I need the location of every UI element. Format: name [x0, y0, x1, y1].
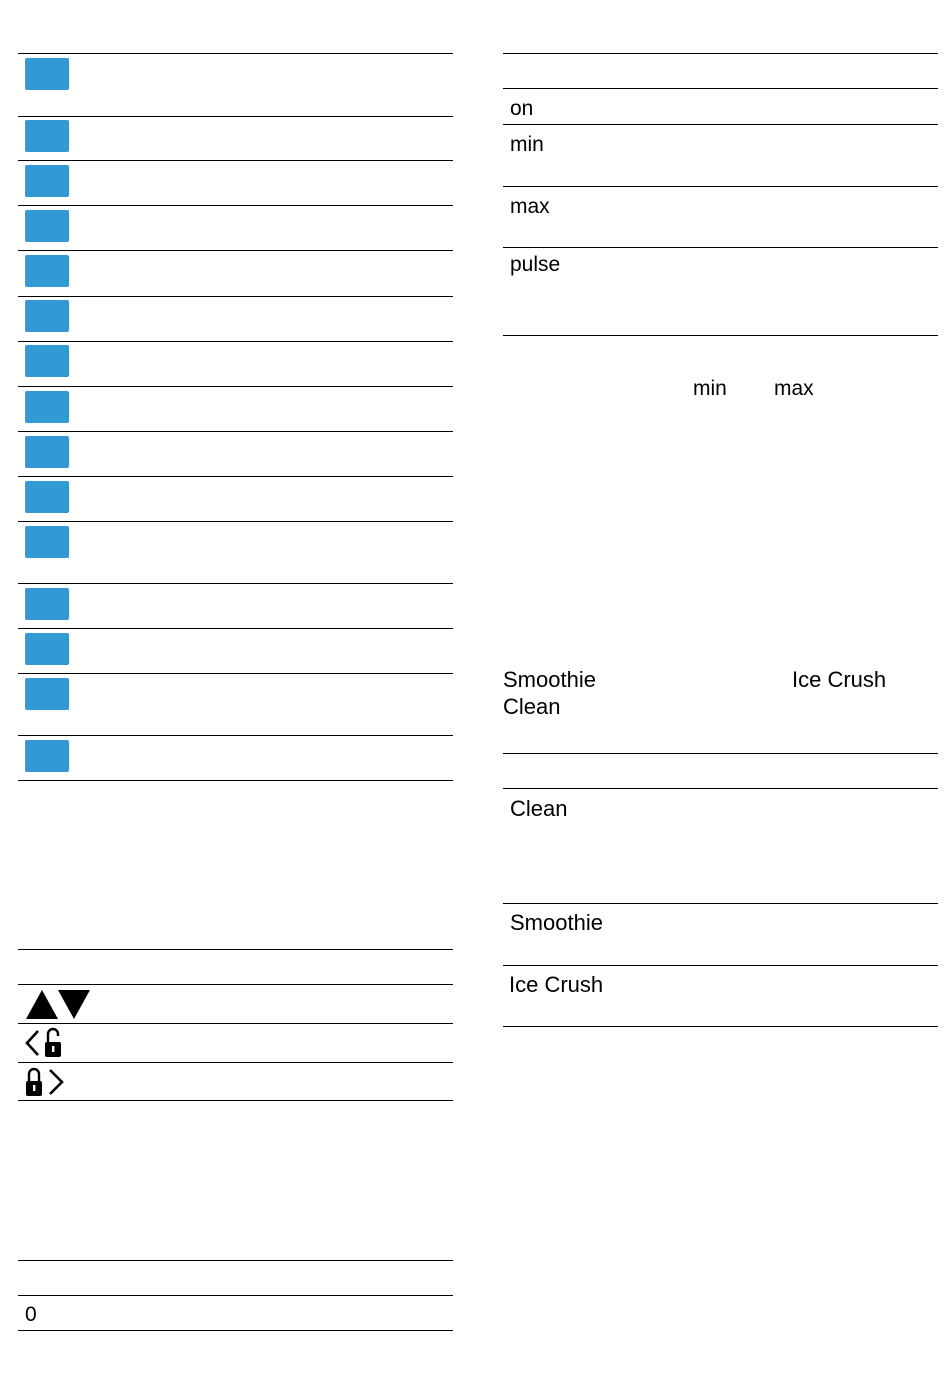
- speed-min-label: min: [510, 133, 544, 156]
- color-swatch: [25, 633, 69, 665]
- color-swatch: [25, 255, 69, 287]
- color-swatch: [25, 391, 69, 423]
- table-rule: [18, 984, 453, 985]
- table-rule: [18, 205, 453, 206]
- table-rule: [18, 1330, 453, 1331]
- table-rule: [503, 53, 938, 54]
- range-max-text: max: [774, 377, 814, 400]
- table-rule: [18, 1023, 453, 1024]
- table-rule: [503, 186, 938, 187]
- color-swatch: [25, 481, 69, 513]
- table-rule: [503, 124, 938, 125]
- color-swatch: [25, 588, 69, 620]
- program-clean-label: Clean: [510, 796, 568, 821]
- table-rule: [18, 949, 453, 950]
- color-swatch: [25, 210, 69, 242]
- table-rule: [18, 386, 453, 387]
- table-rule: [503, 788, 938, 789]
- table-rule: [18, 250, 453, 251]
- table-rule: [18, 53, 453, 54]
- table-rule: [18, 296, 453, 297]
- column-divider: [88, 53, 89, 780]
- color-swatch: [25, 345, 69, 377]
- speed-pulse-label: pulse: [510, 253, 561, 276]
- table-rule: [18, 1260, 453, 1261]
- table-rule: [503, 1026, 938, 1027]
- speed-max-label: max: [510, 195, 550, 218]
- speed-on-label: on: [510, 97, 534, 120]
- table-rule: [503, 88, 938, 89]
- color-swatch: [25, 740, 69, 772]
- color-swatch: [25, 678, 69, 710]
- table-rule: [503, 335, 938, 336]
- table-rule: [503, 753, 938, 754]
- color-swatch: [25, 526, 69, 558]
- zero-value: 0: [25, 1303, 37, 1326]
- up-down-triangles-icon: [25, 988, 93, 1020]
- table-rule: [18, 583, 453, 584]
- table-rule: [18, 735, 453, 736]
- table-rule: [18, 476, 453, 477]
- table-rule: [18, 431, 453, 432]
- table-rule: [503, 965, 938, 966]
- table-rule: [18, 1062, 453, 1063]
- chevron-left-unlocked-icon: [24, 1027, 64, 1059]
- table-rule: [503, 903, 938, 904]
- table-rule: [18, 1100, 453, 1101]
- programs-clean-text: Clean: [503, 694, 561, 719]
- color-swatch: [25, 58, 69, 90]
- color-swatch: [25, 165, 69, 197]
- table-rule: [18, 673, 453, 674]
- color-swatch: [25, 300, 69, 332]
- table-rule: [18, 341, 453, 342]
- program-smoothie-label: Smoothie: [510, 910, 603, 935]
- table-rule: [18, 160, 453, 161]
- programs-smoothie-text: Smoothie: [503, 667, 596, 692]
- table-rule: [503, 247, 938, 248]
- program-icecrush-label: Ice Crush: [509, 972, 604, 997]
- color-swatch: [25, 436, 69, 468]
- table-rule: [18, 521, 453, 522]
- color-swatch: [25, 120, 69, 152]
- table-rule: [18, 116, 453, 117]
- table-rule: [18, 780, 453, 781]
- programs-icecrush-text: Ice Crush: [792, 667, 887, 692]
- locked-chevron-right-icon: [24, 1066, 68, 1098]
- table-rule: [18, 628, 453, 629]
- table-rule: [18, 1295, 453, 1296]
- range-min-text: min: [693, 377, 727, 400]
